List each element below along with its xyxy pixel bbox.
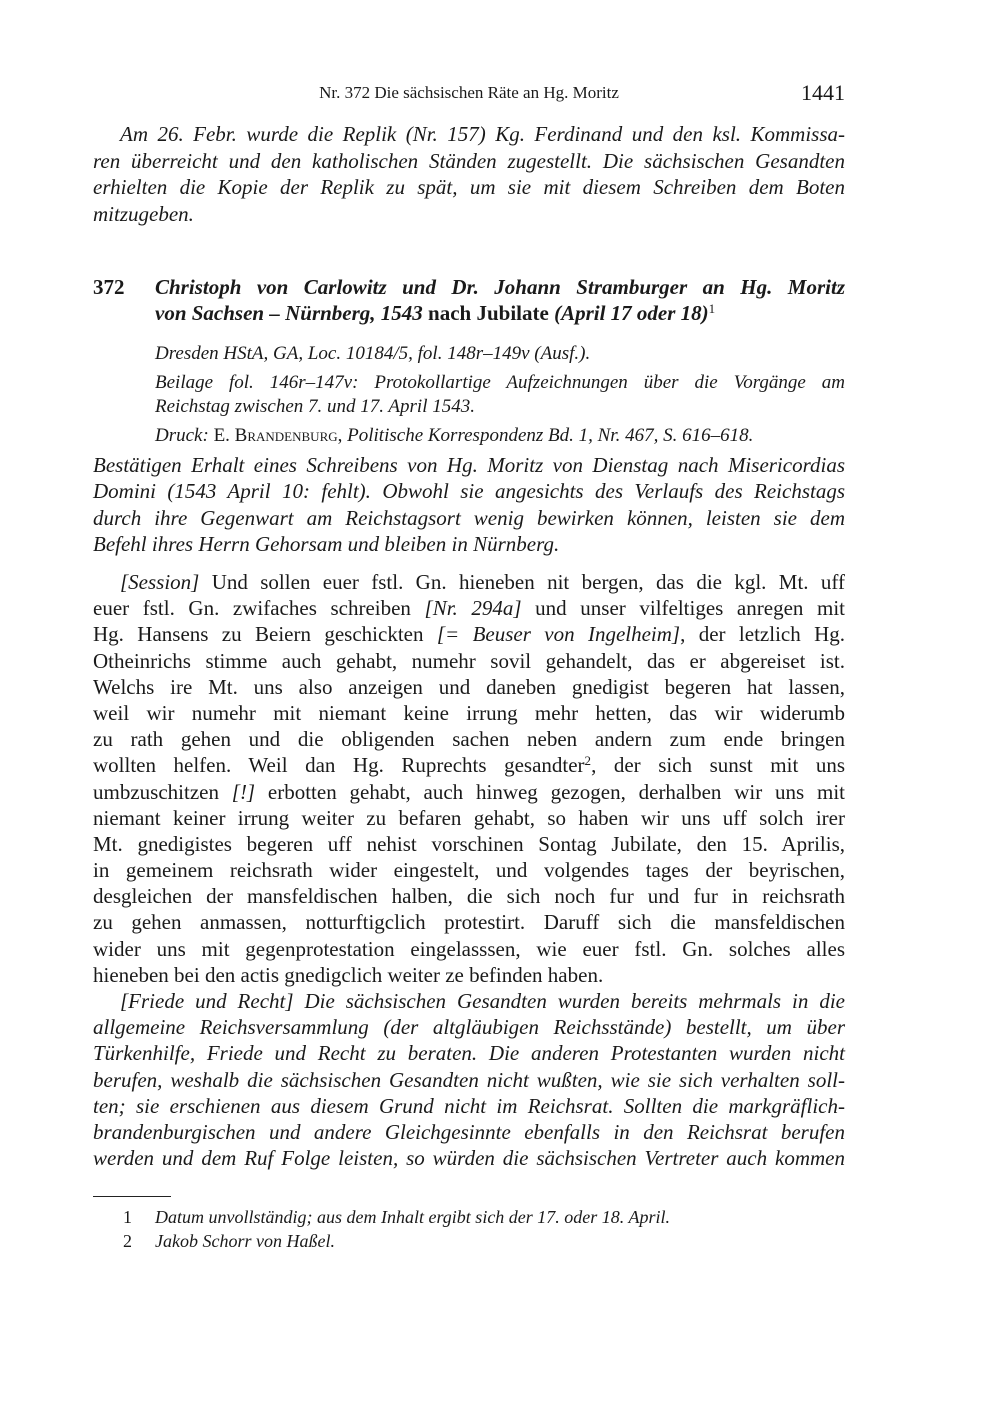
text-run: , der letzlich Hg. bbox=[680, 622, 846, 647]
text-run: Befehl ihres Herrn Gehorsam und bleiben in Nürnberg. bbox=[93, 532, 560, 557]
text-run: Dresden HStA, GA, Loc. 10184/5, fol. 148r–149v (Ausf.). bbox=[155, 343, 591, 364]
text-run: durch ihre Gegenwart am Reichstagsort wenig bewirken können, leisten sie dem bbox=[93, 505, 845, 530]
document-number: 372 bbox=[93, 275, 125, 299]
page-number: 1441 bbox=[801, 80, 845, 105]
text-line bbox=[93, 648, 845, 674]
text-run: [= Beuser von Ingelheim] bbox=[436, 622, 681, 647]
text-run: (April 17 oder 18) bbox=[554, 301, 709, 325]
text-run: Am 26. Febr. wurde die Replik (Nr. 157) Kg. Ferdinand und den ksl. Kommissa- bbox=[120, 122, 845, 146]
text-run: euer fstl. Gn. zwifaches schreiben bbox=[93, 596, 425, 621]
running-title: Nr. 372 Die sächsischen Räte an Hg. Moritz bbox=[319, 83, 619, 102]
text-run: Mt. gnedigistes begeren uff nehist vorschinen Sontag Jubilate, den 15. Aprilis, bbox=[93, 831, 845, 856]
text-run: von Sachsen – Nürnberg, 1543 bbox=[155, 301, 423, 325]
text-run: desgleichen der mansfeldischen halben, die sich noch fur und fur in reichsrath bbox=[93, 884, 845, 909]
text-line bbox=[93, 595, 845, 621]
text-run: zu rath gehen und die obligenden sachen neben andern zum ende bringen bbox=[93, 727, 845, 752]
text-line bbox=[93, 779, 845, 805]
text-line bbox=[93, 936, 845, 962]
text-line bbox=[93, 805, 845, 831]
text-line bbox=[155, 342, 845, 366]
text-line bbox=[93, 1040, 845, 1066]
text-line bbox=[93, 988, 845, 1014]
source-entry bbox=[155, 424, 845, 448]
text-run: werden und dem Ruf Folge leisten, so würden die sächsischen Vertreter auch kommen bbox=[93, 1146, 845, 1171]
footnote-reference: 1 bbox=[708, 300, 716, 316]
text-line bbox=[93, 1067, 845, 1093]
text-line bbox=[93, 174, 845, 201]
text-line bbox=[93, 1119, 845, 1145]
text-line bbox=[155, 300, 845, 326]
text-line bbox=[155, 424, 845, 448]
source-entry bbox=[155, 342, 845, 366]
text-run: Bestätigen Erhalt eines Schreibens von Hg. Moritz von Dienstag nach Misericordias bbox=[93, 453, 845, 477]
text-line bbox=[93, 831, 845, 857]
text-line bbox=[93, 452, 845, 478]
text-run: umbzuschitzen bbox=[93, 779, 232, 804]
text-run: wider uns mit gegenprotestation eingelasssen, wie euer fstl. Gn. solches alles bbox=[93, 936, 845, 961]
footnote-number: 1 bbox=[123, 1207, 132, 1227]
text-run: weil wir numehr mit niemant keine irrung mehr hetten, das wir widerumb bbox=[93, 700, 845, 725]
text-run: wollten helfen. Weil dan Hg. Ruprechts gesandter bbox=[93, 753, 585, 778]
summary-paragraph bbox=[93, 452, 845, 558]
text-line bbox=[93, 148, 845, 175]
text-line bbox=[93, 1145, 845, 1171]
text-run: [Friede und Recht] Die sächsischen Gesandten wurden bereits mehrmals in die bbox=[120, 989, 845, 1013]
text-run: nach Jubilate bbox=[422, 301, 555, 325]
text-line bbox=[93, 752, 845, 778]
text-run: erbotten gehabt, auch hinweg gezogen, derhalben wir uns mit bbox=[255, 779, 845, 804]
text-run: [Session] bbox=[120, 570, 200, 594]
text-run: mitzugeben. bbox=[93, 201, 194, 226]
intro-paragraph bbox=[93, 121, 845, 227]
text-line bbox=[155, 395, 845, 419]
text-run: ren überreicht und den katholischen Ständen zugestellt. Die sächsischen Gesandten bbox=[93, 148, 845, 173]
footnote-text: Datum unvollständig; aus dem Inhalt ergibt sich der 17. oder 18. April. bbox=[155, 1207, 670, 1227]
text-run: E. bbox=[208, 425, 235, 446]
text-run: Reichstag zwischen 7. und 17. April 1543. bbox=[155, 395, 475, 417]
text-line bbox=[155, 274, 845, 300]
text-line bbox=[93, 121, 845, 148]
text-run: Domini (1543 April 10: fehlt). Obwohl sie angesichts des Verlaufs des Reichstags bbox=[93, 479, 845, 504]
text-run: Christoph von Carlowitz und Dr. Johann Stramburger an Hg. Moritz bbox=[155, 275, 845, 299]
text-line bbox=[93, 505, 845, 531]
text-line bbox=[93, 700, 845, 726]
text-run: Hg. Hansens zu Beiern geschickten bbox=[93, 622, 437, 647]
source-entry bbox=[155, 371, 845, 418]
text-run: niemant keiner irrung weiter zu befaren gehabt, so haben wir uns uff solch irer bbox=[93, 805, 845, 830]
text-run: zu gehen anmassen, notturftigclich protestirt. Daruff sich die mansfeldischen bbox=[93, 910, 845, 935]
document-body bbox=[93, 569, 845, 1171]
text-run: hieneben bei den actis gnedigclich weiter ze befinden haben. bbox=[93, 962, 604, 987]
text-line bbox=[93, 674, 845, 700]
text-run: [Nr. 294a] bbox=[424, 596, 522, 621]
text-run: allgemeine Reichsversammlung (der altgläubigen Reichsstände) bestellt, um über bbox=[93, 1015, 845, 1040]
text-line bbox=[93, 857, 845, 883]
text-line bbox=[93, 962, 845, 988]
text-line bbox=[93, 201, 845, 228]
footnote-reference: 2 bbox=[584, 753, 592, 769]
running-header bbox=[93, 80, 845, 106]
text-run: in gemeinem reichsrath wider eingestelt, und volgendes tages der beyrischen, bbox=[93, 858, 845, 883]
text-line bbox=[93, 909, 845, 935]
text-run: Druck: bbox=[155, 425, 209, 446]
text-run: brandenburgischen und andere Gleichgesinnte ebenfalls in den Reichsrat berufen bbox=[93, 1119, 845, 1144]
body-paragraph bbox=[93, 569, 845, 988]
text-run: Brandenburg bbox=[234, 425, 338, 446]
text-line bbox=[93, 478, 845, 504]
text-line bbox=[93, 883, 845, 909]
text-run: ten; sie erschienen aus diesem Grund nicht im Reichsrat. Sollten die markgräflich- bbox=[93, 1093, 845, 1118]
footnote-number: 2 bbox=[123, 1231, 132, 1251]
text-run: erhielten die Kopie der Replik zu spät, um sie mit diesem Schreiben dem Boten bbox=[93, 175, 845, 199]
text-line bbox=[93, 1093, 845, 1119]
text-line bbox=[93, 621, 845, 647]
text-run: Politische Korrespondenz Bd. 1, Nr. 467, S. 616–618. bbox=[342, 425, 754, 446]
text-run: Und sollen euer fstl. Gn. hieneben nit bergen, das die kgl. Mt. uff bbox=[199, 570, 845, 594]
text-line bbox=[155, 371, 845, 395]
text-run: , der sich sunst mit uns bbox=[591, 753, 846, 778]
text-run: , bbox=[337, 425, 343, 446]
footnote-divider bbox=[93, 1196, 171, 1197]
body-paragraph bbox=[93, 988, 845, 1171]
text-run: Türkenhilfe, Friede und Recht zu beraten. Die anderen Protestanten wurden nicht bbox=[93, 1041, 845, 1066]
footnote-text: Jakob Schorr von Haßel. bbox=[155, 1231, 335, 1251]
text-run: [!] bbox=[231, 779, 256, 804]
text-run: Beilage fol. 146r–147v: Protokollartige Aufzeichnungen über die Vorgänge am bbox=[155, 372, 845, 393]
text-line bbox=[93, 1014, 845, 1040]
text-line bbox=[93, 569, 845, 595]
text-line bbox=[93, 726, 845, 752]
text-run: berufen, weshalb die sächsischen Gesandten nicht wußten, wie sie sich verhalten soll- bbox=[93, 1067, 845, 1092]
text-run: und unser vilfeltiges anregen mit bbox=[521, 596, 845, 621]
document-title bbox=[155, 274, 845, 326]
text-run: Otheinrichs stimme auch gehabt, numehr sovil gehandelt, das er abgereiset ist. bbox=[93, 648, 845, 673]
text-line bbox=[93, 531, 845, 557]
text-run: Welchs ire Mt. uns also anzeigen und daneben gnedigist begeren hat lassen, bbox=[93, 674, 845, 699]
